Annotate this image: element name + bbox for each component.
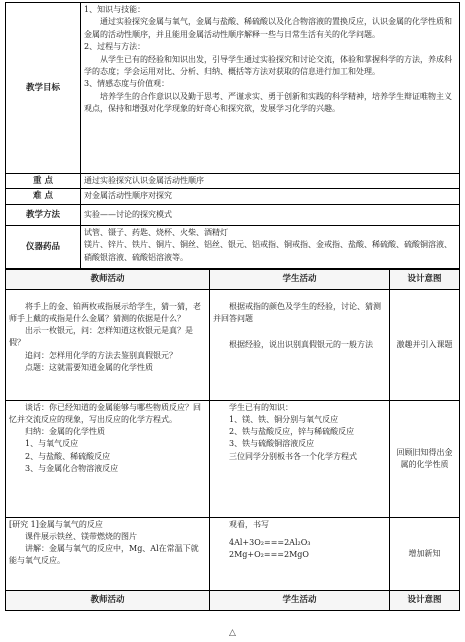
teacher-text: 出示一枚银元，问：怎样知道这枚银元是真？是假？ xyxy=(9,326,193,348)
objective-heading-1: 1、知识与技能： xyxy=(84,5,146,14)
activity-header-row xyxy=(6,269,460,289)
teacher-activity-cell xyxy=(6,400,210,517)
student-text: 3、铁与硫酸铜溶液反应 xyxy=(229,439,315,449)
student-activity-cell xyxy=(210,400,390,517)
activity-row-review xyxy=(6,400,460,517)
teacher-activity-header: 教师活动 xyxy=(6,590,210,610)
student-text: 三位同学分别板书各一个化学方程式 xyxy=(229,451,357,461)
student-activity-header: 学生活动 xyxy=(210,590,390,610)
teacher-text: 3、与金属化合物溶液反应 xyxy=(25,463,119,473)
design-intent-header: 设计意图 xyxy=(390,590,460,610)
objective-text-3: 培养学生的合作意识以及勤于思考、严谨求实、勇于创新和实践的科学精神，培养学生辩证唯物主义观点，保持和增强对化学现象的好奇心和探究欲，发展学习化学的兴趣。 xyxy=(84,91,452,114)
activity-table xyxy=(5,269,460,611)
objectives-content xyxy=(81,3,460,174)
activity-row-intro xyxy=(6,289,460,400)
student-text: 1、镁、铁、铜分别与氧气反应 xyxy=(229,415,339,425)
objective-text-1: 通过实验探究金属与氧气，金属与盐酸、稀硫酸以及化合物溶液的置换反应，认识金属的化学性质和金属的活动性顺序，并且能用金属活动性顺序解释一些与日常生活有关的化学问题。 xyxy=(84,17,452,39)
design-intent-cell: 增加新知 xyxy=(390,517,460,590)
chemical-equation: 2Mg+O₂===2MgO xyxy=(229,550,309,560)
teacher-activity-cell xyxy=(6,517,210,590)
student-text: 学生已有的知识： xyxy=(229,402,293,412)
activity-footer-row xyxy=(6,590,460,610)
lesson-plan-page xyxy=(5,2,460,640)
objective-heading-3: 3、情感态度与价值观： xyxy=(84,79,170,89)
teacher-text: 讲解：金属与氧气的反应中，Mg、Al在常温下就能与氧气反应。 xyxy=(9,544,199,566)
page-mark: △ xyxy=(229,628,236,638)
objective-text-2: 从学生已有的经验和知识出发，引导学生通过实验探究和讨论交流，体验和掌握科学的方法，养成科学的态度；学会运用对比、分析、归纳、概括等方法对获取的信息进行加工和处理。 xyxy=(84,54,452,77)
design-intent-cell: 回顾旧知得出金属的化学性质 xyxy=(390,400,460,517)
equipment-value: 试管、镊子、药匙、烧杯、火柴、酒精灯 镁片、锌片、铁片、铜片、铜丝、铝丝、银元、铝戒指、铜戒指、金戒指、盐酸、稀硫酸、硫酸铜溶液、硝酸银溶液、硫酸铝溶液等。 xyxy=(81,225,460,268)
design-intent-cell: 激趣并引入课题 xyxy=(390,289,460,400)
lesson-info-table xyxy=(5,2,460,269)
method-row xyxy=(6,204,460,225)
key-point-label: 重 点 xyxy=(6,174,81,189)
difficulty-row xyxy=(6,189,460,204)
student-text: 根据经验，说出识别真假银元的一般方法 xyxy=(229,340,373,350)
teacher-text: 将手上的金、铂两枚戒指展示给学生，猜一猜，老师手上戴的戒指是什么金属？猜测的依据是什么？ xyxy=(9,301,201,324)
difficulty-value: 对金属活动性顺序对探究 xyxy=(81,189,460,204)
objectives-label: 教学目标 xyxy=(6,3,81,174)
equipment-row xyxy=(6,225,460,268)
student-activity-cell xyxy=(210,517,390,590)
key-point-value: 通过实验探究认识金属活动性顺序 xyxy=(81,174,460,189)
chemical-equation: 4Al+3O₂===2Al₂O₃ xyxy=(229,538,311,548)
teacher-text: 课件展示铁丝、镁带燃烧的图片 xyxy=(25,532,137,542)
objectives-row xyxy=(6,3,460,174)
teacher-text: 1、与氧气反应 xyxy=(25,439,79,449)
teacher-activity-header: 教师活动 xyxy=(6,269,210,289)
teacher-text: 谈话：你已经知道的金属能够与哪些物质反应？回忆并交流反应的现象，写出反应的化学方程式。 xyxy=(9,402,201,425)
design-intent-header: 设计意图 xyxy=(390,269,460,289)
student-text: 根据戒指的颜色及学生的经验，讨论、猜测并回答问题 xyxy=(213,301,381,324)
key-point-row xyxy=(6,174,460,189)
student-activity-cell xyxy=(210,289,390,400)
student-text: 2、铁与盐酸反应，锌与稀硫酸反应 xyxy=(229,427,355,437)
teacher-text: [研究 1]金属与氧气的反应 xyxy=(9,519,103,529)
teacher-activity-cell xyxy=(6,289,210,400)
teacher-text: 归纳：金属的化学性质 xyxy=(25,427,105,437)
student-activity-header: 学生活动 xyxy=(210,269,390,289)
teacher-text: 点题：这就需要知道金属的化学性质 xyxy=(25,362,153,372)
difficulty-label: 难 点 xyxy=(6,189,81,204)
activity-row-oxygen xyxy=(6,517,460,590)
teacher-text: 2、与盐酸、稀硫酸反应 xyxy=(25,451,111,461)
objective-heading-2: 2、过程与方法： xyxy=(84,42,146,52)
equipment-label: 仪器药品 xyxy=(6,225,81,268)
student-text: 观看，书写 xyxy=(229,519,269,529)
teacher-text: 追问：怎样用化学的方法去鉴别真假银元？ xyxy=(25,350,177,360)
method-value: 实验——讨论的探究模式 xyxy=(81,204,460,225)
method-label: 教学方法 xyxy=(6,204,81,225)
